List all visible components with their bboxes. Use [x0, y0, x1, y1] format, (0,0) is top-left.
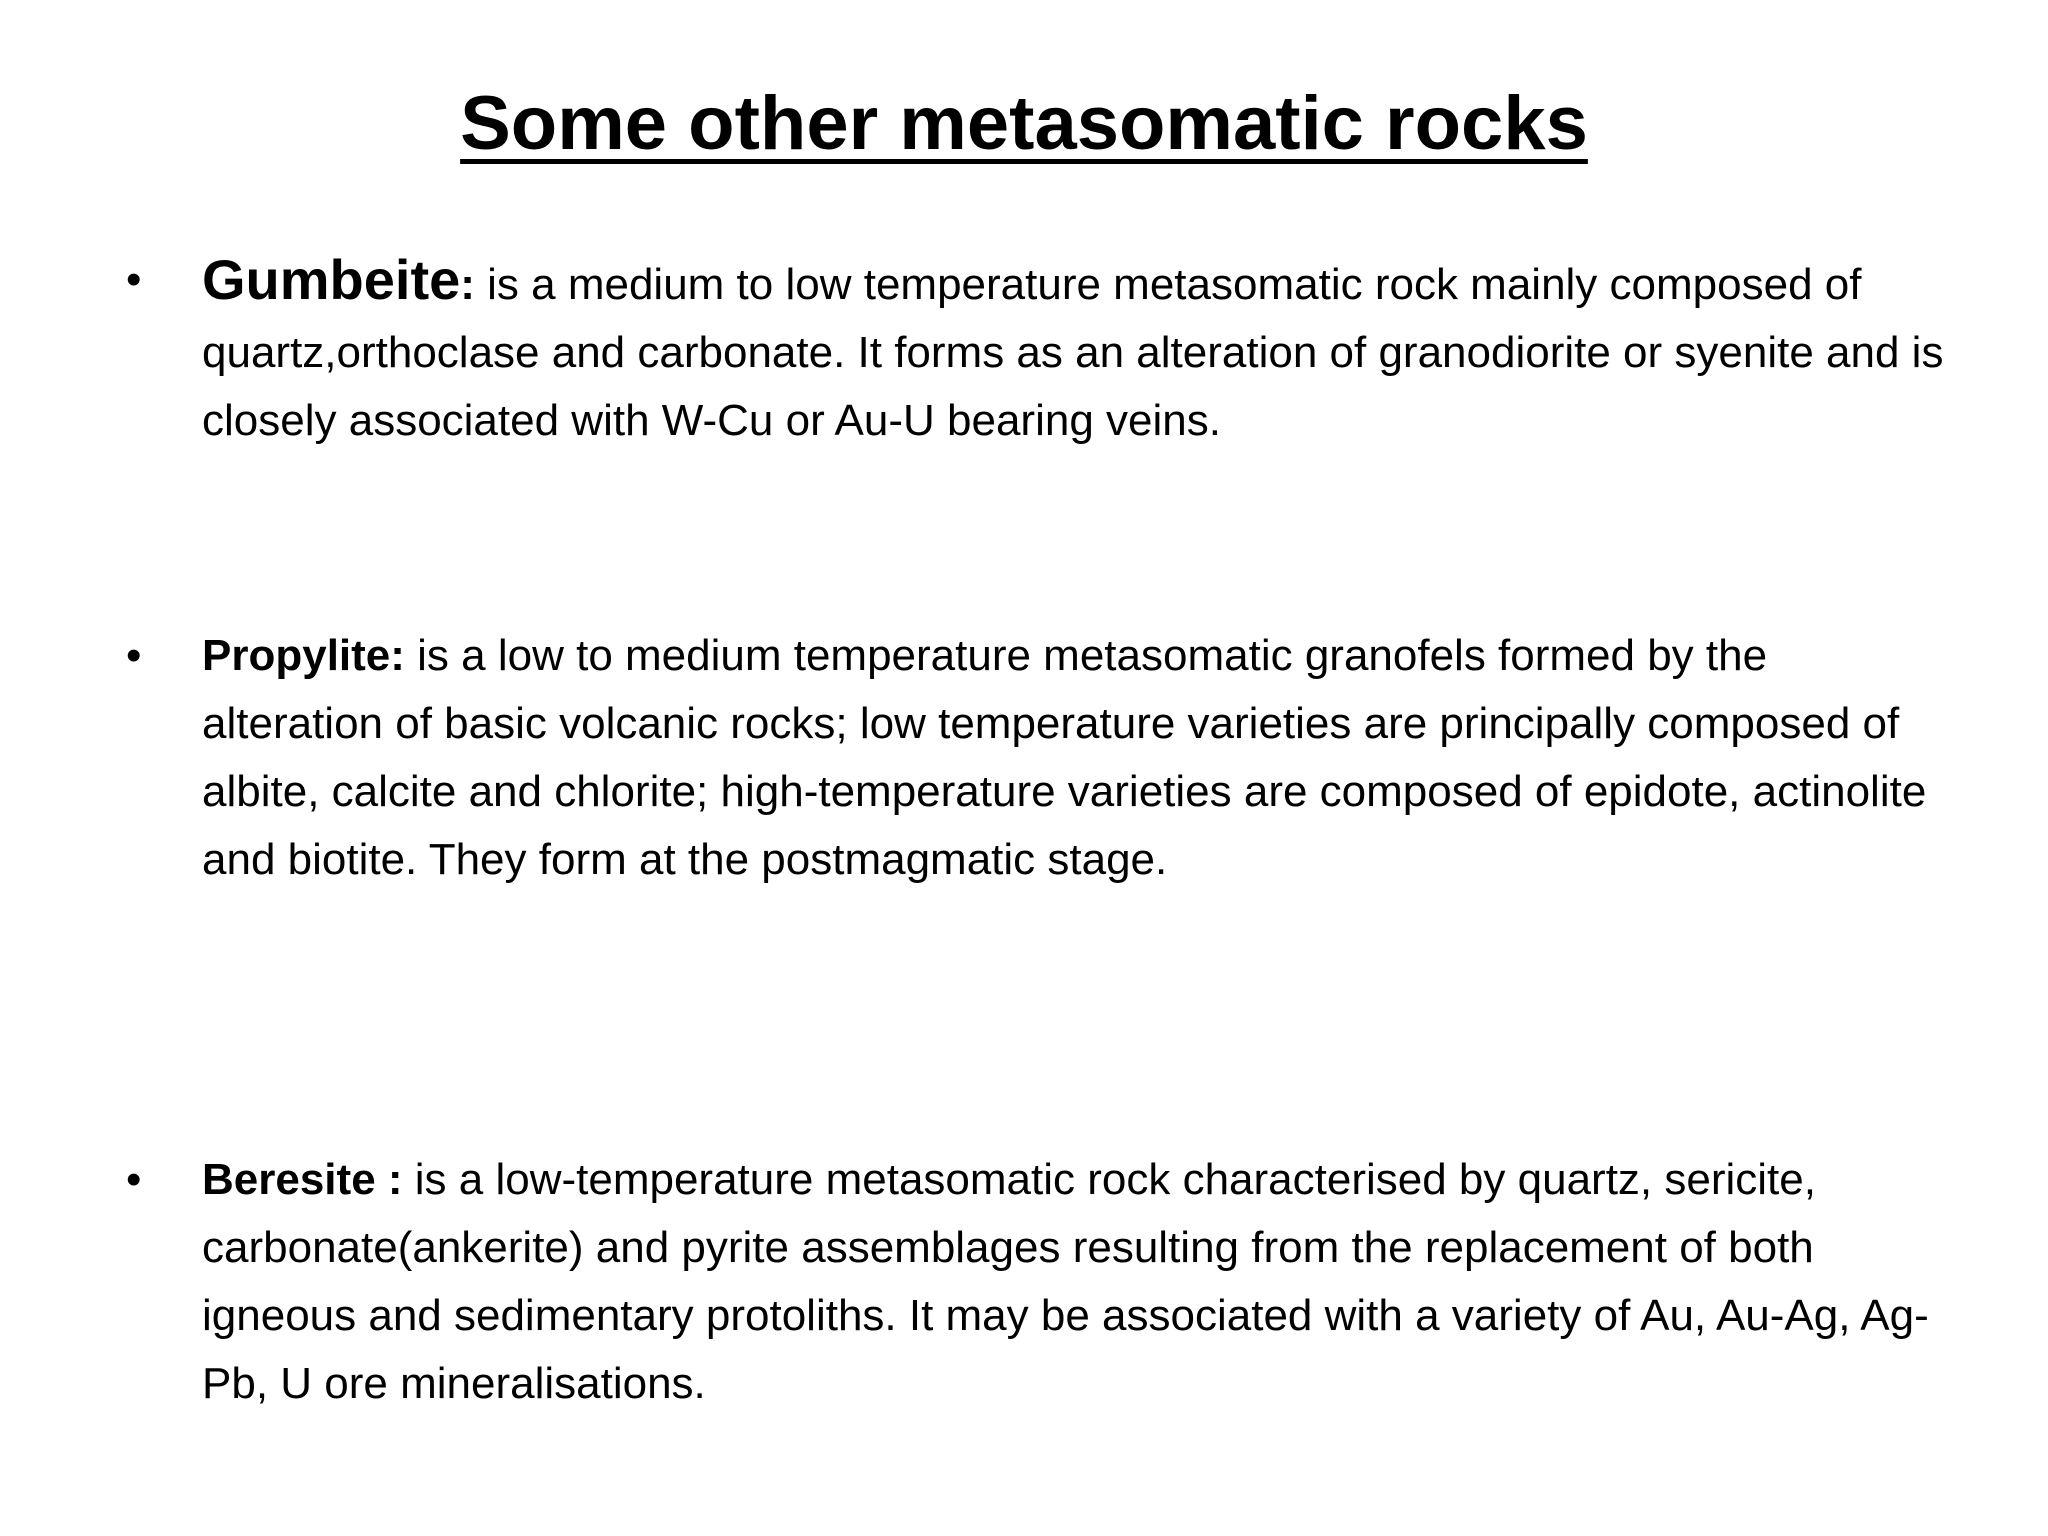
slide-title — [0, 82, 2048, 166]
bullet-text: is a low-temperature metasomatic rock characterised by quartz, sericite, carbonate(ankerite) and pyrite assemblages resulting from the replacement of both igneous and sedimentary protoliths. It may be associated with a variety of Au, Au-Ag, Ag-Pb, U ore mineralisations. — [202, 1155, 1929, 1408]
bullet-term: Gumbeite — [202, 248, 461, 311]
bullet-term: Beresite : — [202, 1155, 403, 1204]
bullet-dot: • — [126, 255, 142, 304]
bullet-dot: • — [126, 1155, 142, 1204]
bullet-term: Propylite: — [202, 631, 405, 680]
bullet-text: is a low to medium temperature metasomatic granofels formed by the alteration of basic volcanic rocks; low temperature varieties are principally composed of albite, calcite and chlorite; high-temperature varieties are composed of epidote, actinolite and biotite. They form at the postmagmatic stage. — [202, 631, 1927, 884]
bullet-body — [202, 622, 1958, 894]
bullet-body — [202, 1146, 1958, 1418]
slide-title-text: Some other metasomatic rocks — [460, 81, 1588, 166]
bullet-dot: • — [126, 631, 142, 680]
bullet-text: is a medium to low temperature metasomatic rock mainly composed of quartz,orthoclase and carbonate. It forms as an alteration of granodiorite or syenite and is closely associated with W-Cu or Au-U bearing veins. — [202, 260, 1944, 445]
bullet-term-separator: : — [460, 260, 475, 309]
bullet-body — [202, 246, 1958, 455]
